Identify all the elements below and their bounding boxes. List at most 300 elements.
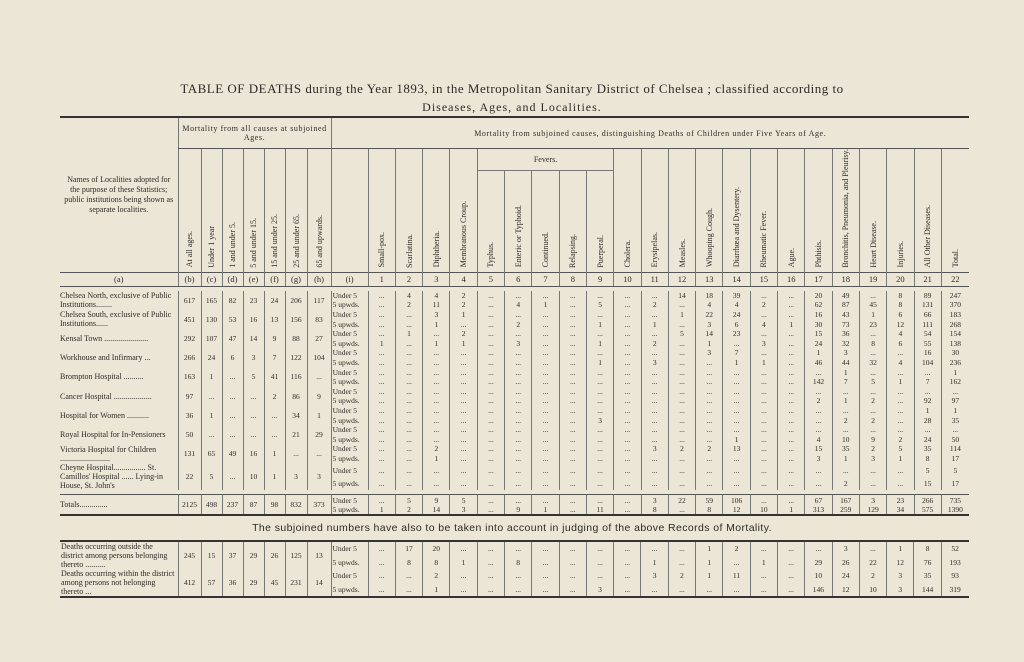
cause-value: ... (614, 387, 641, 397)
cause-value: 735 (941, 495, 969, 505)
cause-value: 6 (887, 310, 914, 320)
cause-value: ... (723, 406, 750, 416)
locality-name: Chelsea North, exclusive of Public Institutions........ (60, 291, 172, 310)
cause-value: ... (750, 569, 777, 582)
cause-column-label: Measles. (677, 239, 687, 268)
age-sublabel-5-upwards: 5 upwds. (331, 582, 368, 597)
cause-value: 1 (368, 505, 395, 516)
cause-value: ... (696, 582, 723, 597)
cause-value: ... (423, 348, 450, 358)
cause-value: 16 (805, 310, 832, 320)
cause-value: ... (395, 435, 422, 445)
cause-value: ... (723, 582, 750, 597)
cause-value: ... (450, 454, 477, 464)
age-value: 125 (285, 541, 307, 569)
cause-value: ... (477, 406, 504, 416)
cause-value: 59 (696, 495, 723, 505)
locality-name: Chelsea South, exclusive of Public Institutions...... (60, 310, 172, 329)
cause-value: 32 (859, 358, 886, 368)
cause-value: ... (777, 569, 804, 582)
cause-value: 28 (914, 415, 941, 425)
column-letter: 2 (395, 272, 422, 286)
cause-value: ... (805, 415, 832, 425)
cause-value: ... (532, 444, 559, 454)
age-column-header (178, 149, 201, 273)
cause-value: 2 (395, 505, 422, 516)
cause-value: 15 (914, 477, 941, 491)
age-sublabel-under-5: Under 5 (331, 569, 368, 582)
cause-value: ... (477, 339, 504, 349)
cause-value: ... (887, 463, 914, 477)
cause-value: ... (532, 495, 559, 505)
cause-value: ... (859, 541, 886, 556)
column-letter: 11 (641, 272, 668, 286)
cause-value: ... (368, 477, 395, 491)
cause-value: 23 (859, 319, 886, 329)
cause-value: ... (641, 377, 668, 387)
cause-value: ... (368, 387, 395, 397)
cause-value: ... (395, 463, 422, 477)
column-letter: 5 (477, 272, 504, 286)
cause-value: ... (368, 541, 395, 556)
cause-value: 5 (586, 300, 613, 310)
cause-value: ... (423, 367, 450, 377)
cause-column-label: Membranous Croup. (459, 201, 469, 268)
table-row (60, 367, 969, 377)
locality-name: Victoria Hospital for Children ......................... (60, 444, 157, 463)
cause-value: 3 (450, 505, 477, 516)
cause-value: 1 (450, 339, 477, 349)
cause-value: ... (559, 541, 586, 556)
age-value: 3 (285, 463, 307, 490)
cause-value: 32 (832, 339, 859, 349)
cause-value: ... (641, 367, 668, 377)
cause-value: ... (559, 406, 586, 416)
cause-value: ... (778, 329, 805, 339)
cause-value: 1 (423, 454, 450, 464)
cause-value: 24 (723, 310, 750, 320)
cause-value: 1 (586, 339, 613, 349)
age-column-label: 15 and under 25. (270, 213, 279, 268)
cause-value: ... (805, 367, 832, 377)
cause-value: 29 (805, 556, 832, 569)
age-value: 34 (285, 406, 307, 425)
age-value: 206 (285, 291, 307, 310)
age-value: 29 (243, 541, 264, 569)
cause-value: ... (532, 396, 559, 406)
cause-value: 2 (450, 291, 477, 301)
cause-value: ... (777, 556, 804, 569)
cause-value: ... (805, 406, 832, 416)
cause-value: ... (477, 415, 504, 425)
age-value: 5 (243, 367, 264, 386)
cause-value: ... (532, 358, 559, 368)
age-value: 373 (307, 495, 331, 516)
cause-value: 12 (887, 556, 914, 569)
cause-value: ... (778, 463, 805, 477)
cause-value: ... (614, 454, 641, 464)
cause-value: ... (559, 454, 586, 464)
cause-value: ... (832, 387, 859, 397)
age-value: 5 (201, 463, 222, 490)
cause-value: 9 (423, 495, 450, 505)
cause-value: ... (450, 406, 477, 416)
age-value: 16 (243, 310, 264, 329)
cause-value: 20 (805, 291, 832, 301)
cause-value: ... (696, 454, 723, 464)
cause-value: ... (668, 463, 695, 477)
column-letter: 19 (859, 272, 886, 286)
cause-value: ... (586, 454, 613, 464)
cause-column-label: Whooping Cough. (704, 208, 714, 268)
cause-value: 8 (859, 339, 886, 349)
cause-value: ... (887, 396, 914, 406)
locality-name: Cheyne Hospital................ St. Camillos' Hospital ...... Lying-in House, St. John's (60, 463, 163, 491)
cause-value: 3 (505, 339, 532, 349)
cause-value: ... (614, 477, 641, 491)
cause-value: ... (641, 406, 668, 416)
cause-value: ... (532, 406, 559, 416)
cause-value: ... (450, 444, 477, 454)
cause-value: 5 (941, 463, 969, 477)
cause-value: 3 (859, 454, 886, 464)
cause-value: 2 (859, 415, 886, 425)
cause-value: ... (668, 377, 695, 387)
age-column-header (201, 149, 222, 273)
cause-column-label: Erysipelas. (650, 232, 660, 268)
cause-value: 20 (423, 541, 450, 556)
cause-value: 17 (941, 454, 969, 464)
cause-value: 1 (723, 358, 750, 368)
cause-value: ... (532, 425, 559, 435)
cause-value: 54 (914, 329, 941, 339)
age-value: 116 (285, 367, 307, 386)
cause-value: ... (696, 435, 723, 445)
age-value: 53 (222, 310, 243, 329)
locality-name: Cancer Hospital ................... (60, 391, 152, 401)
cause-value: ... (505, 415, 532, 425)
cause-value: ... (750, 310, 777, 320)
cause-value: 14 (668, 291, 695, 301)
cause-column-header (805, 149, 832, 273)
cause-value: 193 (941, 556, 968, 569)
cause-value: ... (504, 582, 531, 597)
cause-value: ... (586, 463, 613, 477)
cause-value: ... (887, 406, 914, 416)
cause-value: ... (641, 435, 668, 445)
cause-value: ... (668, 358, 695, 368)
table-row (60, 329, 969, 339)
cause-value: ... (696, 396, 723, 406)
cause-value: ... (368, 300, 395, 310)
age-column-label: Under 1 year (207, 225, 216, 268)
cause-value: 2 (423, 569, 450, 582)
cause-value: ... (423, 329, 450, 339)
age-value: 2125 (178, 495, 201, 516)
cause-value: ... (477, 396, 504, 406)
cause-value: ... (641, 582, 668, 597)
age-sublabel-5-upwards: 5 upwds. (331, 415, 368, 425)
column-letter: (e) (243, 272, 264, 286)
cause-value: 3 (586, 415, 613, 425)
age-sublabel-under-5: Under 5 (331, 444, 368, 454)
fever-column-header (505, 171, 532, 273)
cause-value: ... (750, 477, 777, 491)
cause-value: ... (641, 310, 668, 320)
cause-value: 2 (641, 300, 668, 310)
age-column-label: At all ages. (185, 231, 194, 268)
age-value: 21 (285, 425, 307, 444)
cause-value: ... (750, 396, 777, 406)
cause-value: ... (477, 310, 504, 320)
cause-value: ... (368, 319, 395, 329)
age-value: 451 (178, 310, 201, 329)
cause-value: ... (668, 582, 695, 597)
cause-value: ... (668, 415, 695, 425)
cause-value: ... (696, 387, 723, 397)
cause-value: ... (586, 367, 613, 377)
cause-value: ... (859, 387, 886, 397)
cause-value: ... (586, 444, 613, 454)
cause-value: ... (395, 319, 422, 329)
cause-column-header (750, 149, 777, 273)
cause-value: 3 (887, 582, 914, 597)
cause-value: ... (532, 454, 559, 464)
cause-value: 5 (859, 377, 886, 387)
cause-value: ... (368, 377, 395, 387)
cause-value: 36 (832, 329, 859, 339)
age-sublabel-5-upwards: 5 upwds. (331, 454, 368, 464)
cause-value: ... (504, 569, 531, 582)
cause-value: ... (750, 291, 777, 301)
cause-value: ... (505, 329, 532, 339)
cause-value: ... (395, 396, 422, 406)
column-letter: 15 (750, 272, 777, 286)
age-value: 7 (264, 348, 285, 367)
cause-value: ... (477, 541, 504, 556)
cause-value: ... (668, 339, 695, 349)
column-letter: (f) (264, 272, 285, 286)
cause-value: ... (395, 425, 422, 435)
age-value: ... (264, 406, 285, 425)
cause-value: ... (477, 319, 504, 329)
cause-value: 3 (641, 569, 668, 582)
cause-value: 114 (941, 444, 969, 454)
age-value: 163 (178, 367, 201, 386)
cause-value: ... (614, 541, 641, 556)
cause-column-label: Diarrhœa and Dysentery. (732, 187, 742, 268)
age-column-label: 5 and under 15. (249, 217, 258, 268)
cause-value: ... (559, 463, 586, 477)
cause-value: 8 (914, 454, 941, 464)
cause-column-label: Cholera. (622, 240, 632, 268)
age-sublabel-under-5: Under 5 (331, 291, 368, 301)
cause-value: 4 (505, 300, 532, 310)
cause-value: ... (395, 582, 422, 597)
cause-value: ... (505, 310, 532, 320)
cause-value: 1 (450, 310, 477, 320)
cause-value: ... (941, 425, 969, 435)
cause-value: ... (586, 435, 613, 445)
locality-name: Deaths occurring within the district among persons not belonging thereto ... (60, 569, 178, 597)
cause-value: ... (614, 444, 641, 454)
cause-value: ... (532, 541, 559, 556)
cause-value: 30 (805, 319, 832, 329)
cause-value: ... (395, 444, 422, 454)
cause-value: 35 (914, 569, 941, 582)
cause-value: ... (914, 367, 941, 377)
cause-value: ... (532, 367, 559, 377)
cause-value: 12 (723, 505, 750, 516)
locality-name: Brompton Hospital .......... (60, 372, 144, 382)
age-value: 10 (243, 463, 264, 490)
cause-value: ... (559, 556, 586, 569)
cause-value: 2 (832, 415, 859, 425)
cause-value: ... (505, 495, 532, 505)
cause-value: ... (914, 387, 941, 397)
cause-value: ... (368, 425, 395, 435)
cause-value: ... (559, 367, 586, 377)
table-row (60, 425, 969, 435)
cause-value: ... (696, 463, 723, 477)
age-value: ... (201, 425, 222, 444)
cause-value: 8 (696, 505, 723, 516)
cause-value: ... (614, 495, 641, 505)
cause-value: ... (395, 377, 422, 387)
age-value: ... (222, 406, 243, 425)
cause-value: 4 (723, 300, 750, 310)
age-value: 49 (222, 444, 243, 463)
age-value: 9 (307, 387, 331, 406)
cause-value: ... (559, 310, 586, 320)
age-value: ... (243, 425, 264, 444)
cause-value: ... (532, 291, 559, 301)
column-letter: 22 (941, 272, 969, 286)
cause-value: 23 (723, 329, 750, 339)
cause-value: ... (450, 463, 477, 477)
cause-value: 35 (941, 415, 969, 425)
age-value: 98 (264, 495, 285, 516)
age-value: ... (243, 406, 264, 425)
cause-column-header (914, 149, 941, 273)
cause-value: 8 (641, 505, 668, 516)
cause-value: ... (395, 387, 422, 397)
cause-value: ... (614, 425, 641, 435)
age-value: ... (243, 387, 264, 406)
cause-value: ... (559, 377, 586, 387)
cause-value: ... (368, 396, 395, 406)
cause-value: ... (450, 358, 477, 368)
cause-value: 8 (395, 556, 422, 569)
totals-label: Totals.............. (60, 495, 178, 516)
age-column-header (243, 149, 264, 273)
table-row (60, 310, 969, 320)
cause-value: ... (614, 339, 641, 349)
age-value: 245 (178, 541, 201, 569)
cause-value: 2 (505, 319, 532, 329)
cause-value: ... (368, 454, 395, 464)
cause-value: ... (668, 477, 695, 491)
cause-value: ... (641, 477, 668, 491)
age-value: ... (222, 367, 243, 386)
cause-value: 5 (668, 329, 695, 339)
cause-value: 6 (723, 319, 750, 329)
age-value: 82 (222, 291, 243, 310)
age-value: 47 (222, 329, 243, 348)
cause-value: ... (450, 387, 477, 397)
cause-value: ... (778, 454, 805, 464)
cause-value: ... (641, 348, 668, 358)
cause-column-label: Typhus. (486, 242, 496, 268)
cause-value: ... (559, 444, 586, 454)
cause-value: 45 (859, 300, 886, 310)
cause-value: 7 (914, 377, 941, 387)
age-column-header (222, 149, 243, 273)
cause-value: ... (395, 358, 422, 368)
locality-name: Workhouse and Infirmary ... (60, 353, 151, 363)
cause-value: ... (750, 406, 777, 416)
cause-value: ... (750, 495, 777, 505)
cause-value: 2 (641, 339, 668, 349)
cause-value: ... (586, 348, 613, 358)
cause-value: 67 (805, 495, 832, 505)
cause-column-header (887, 149, 914, 273)
cause-value: ... (423, 435, 450, 445)
age-column-header (264, 149, 285, 273)
age-value: ... (222, 425, 243, 444)
cause-value: 1390 (941, 505, 969, 516)
cause-value: ... (477, 556, 504, 569)
cause-value: ... (559, 348, 586, 358)
cause-column-header (641, 149, 668, 273)
cause-value: ... (368, 435, 395, 445)
cause-value: ... (450, 541, 477, 556)
age-value: 237 (222, 495, 243, 516)
column-letter: (b) (178, 272, 201, 286)
cause-value: 14 (423, 505, 450, 516)
age-value: 27 (307, 329, 331, 348)
cause-value: ... (778, 310, 805, 320)
cause-value: ... (778, 435, 805, 445)
cause-value: 1 (450, 556, 477, 569)
cause-value: ... (641, 396, 668, 406)
cause-value: ... (559, 505, 586, 516)
cause-value: ... (586, 569, 613, 582)
cause-value: ... (368, 406, 395, 416)
cause-value: 1 (914, 406, 941, 416)
cause-value: 3 (887, 569, 914, 582)
cause-value: 46 (805, 358, 832, 368)
cause-value: ... (477, 348, 504, 358)
cause-value: ... (859, 291, 886, 301)
table-row (60, 387, 969, 397)
cause-value: ... (805, 425, 832, 435)
cause-value: 5 (450, 495, 477, 505)
cause-value: 18 (696, 291, 723, 301)
cause-value: ... (505, 406, 532, 416)
cause-value: ... (668, 454, 695, 464)
cause-value: ... (614, 300, 641, 310)
age-value: 412 (178, 569, 201, 597)
cause-value: 1 (887, 377, 914, 387)
age-value: 50 (178, 425, 201, 444)
cause-value: 313 (805, 505, 832, 516)
cause-value: 1 (941, 367, 969, 377)
cause-value: 15 (805, 329, 832, 339)
age-value: 498 (201, 495, 222, 516)
age-value: 36 (222, 569, 243, 597)
cause-value: 1 (368, 339, 395, 349)
